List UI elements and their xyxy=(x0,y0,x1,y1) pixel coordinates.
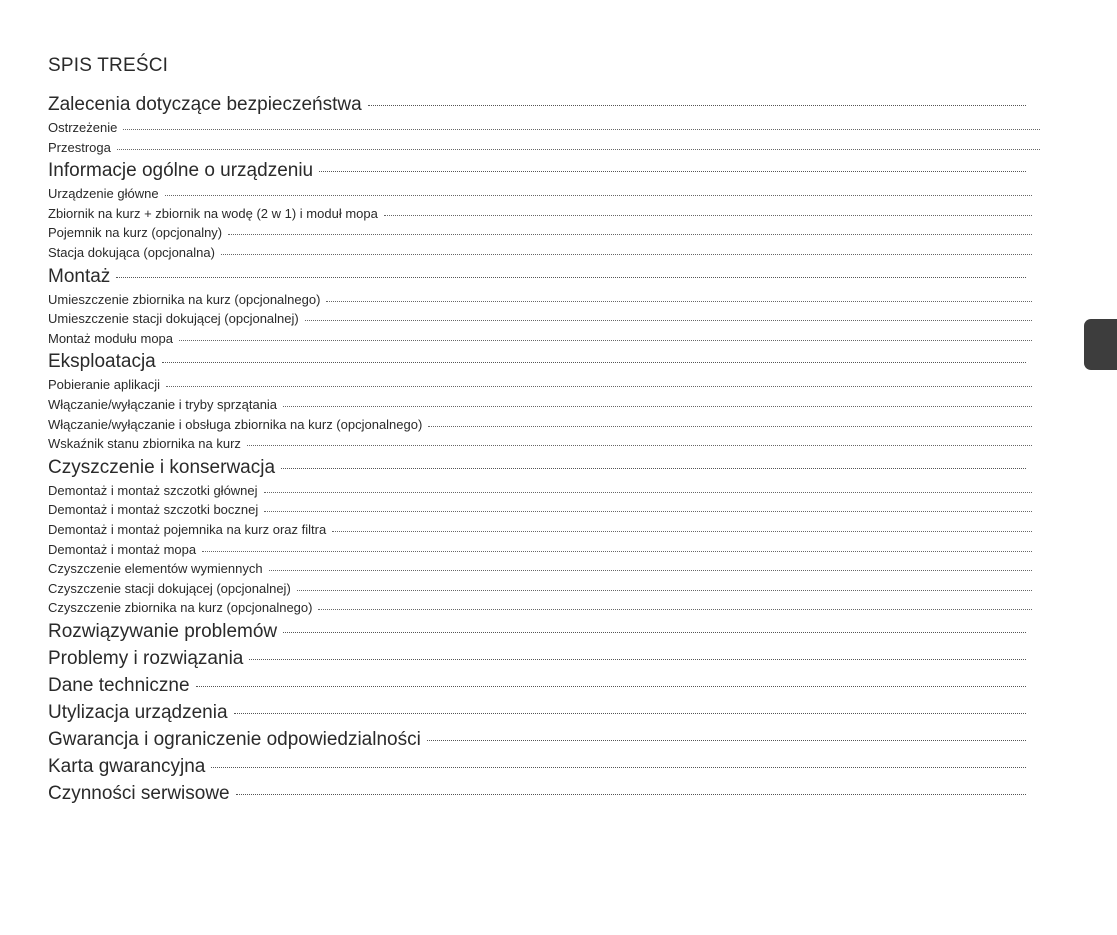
toc-heading: SPIS TREŚCI xyxy=(48,55,169,76)
toc-entry-minor xyxy=(48,309,1032,329)
dot-leader xyxy=(283,632,1026,633)
toc-entry-major xyxy=(48,699,1026,726)
toc-entry-label: Montaż modułu mopa xyxy=(48,330,174,346)
toc-entry-minor xyxy=(48,290,1032,310)
dot-leader xyxy=(305,320,1032,321)
dot-leader xyxy=(116,277,1026,278)
dot-leader xyxy=(319,171,1026,172)
toc-entry-major xyxy=(48,726,1026,753)
toc-entry-label: Demontaż i montaż szczotki bocznej xyxy=(48,502,259,518)
toc-entry-label: Problemy i rozwiązania xyxy=(48,647,244,669)
dot-leader xyxy=(123,129,1040,130)
toc-entry-major xyxy=(48,454,1026,481)
toc-entry-minor xyxy=(48,540,1032,560)
toc-entry-minor xyxy=(48,579,1032,599)
toc-entry-minor xyxy=(48,204,1032,224)
dot-leader xyxy=(228,234,1032,235)
dot-leader xyxy=(166,386,1032,387)
toc-entry-label: Czyszczenie zbiornika na kurz (opcjonalnego) xyxy=(48,600,313,616)
toc-entry-minor xyxy=(48,520,1032,540)
toc-entry-minor xyxy=(48,118,1040,138)
dot-leader xyxy=(264,511,1032,512)
toc-entry-minor xyxy=(48,243,1032,263)
toc-entry-label: Rozwiązywanie problemów xyxy=(48,620,278,642)
toc-entry-label: Demontaż i montaż mopa xyxy=(48,541,197,557)
toc-entry-minor xyxy=(48,138,1040,158)
toc-entry-label: Zalecenia dotyczące bezpieczeństwa xyxy=(48,94,362,115)
dot-leader xyxy=(326,301,1032,302)
toc-entry-label: Włączanie/wyłączanie i tryby sprzątania xyxy=(48,396,278,412)
toc-entry-label: Stacja dokująca (opcjonalna) xyxy=(48,244,215,260)
dot-leader xyxy=(202,551,1032,552)
toc-entry-label: Ostrzeżenie xyxy=(48,120,118,135)
toc-entry-label: Karta gwarancyjna xyxy=(48,755,206,777)
dot-leader xyxy=(162,362,1026,363)
dot-leader xyxy=(196,686,1026,687)
toc-entry-major xyxy=(48,753,1026,780)
dot-leader xyxy=(211,767,1026,768)
toc-entry-major xyxy=(48,157,1026,184)
toc-entry-label: Czyszczenie elementów wymiennych xyxy=(48,561,263,577)
toc-entry-minor xyxy=(48,223,1032,243)
toc-entry-minor xyxy=(48,500,1032,520)
toc-entry-minor xyxy=(48,481,1032,501)
toc-entry-label: Utylizacja urządzenia xyxy=(48,701,228,723)
toc-entry-label: Demontaż i montaż szczotki głównej xyxy=(48,482,258,498)
toc-entry-major xyxy=(48,91,1026,118)
dot-leader xyxy=(427,740,1026,741)
toc-entry-minor xyxy=(48,598,1032,618)
dot-leader xyxy=(247,445,1032,446)
toc-entry-minor xyxy=(48,434,1032,454)
toc-entry-minor xyxy=(48,395,1032,415)
toc-entry-minor xyxy=(48,329,1032,349)
dot-leader xyxy=(297,590,1032,591)
toc-entry-label: Urządzenie główne xyxy=(48,186,159,202)
toc-entry-minor xyxy=(48,184,1032,204)
dot-leader xyxy=(269,570,1032,571)
dot-leader xyxy=(332,531,1032,532)
toc-entry-major xyxy=(48,672,1026,699)
dot-leader xyxy=(234,713,1026,714)
toc-entry-major xyxy=(48,645,1026,672)
toc-entry-label: Umieszczenie stacji dokującej (opcjonalnej) xyxy=(48,311,299,327)
toc-entry-minor xyxy=(48,375,1032,395)
toc-entry-minor xyxy=(48,559,1032,579)
toc-entry-label: Umieszczenie zbiornika na kurz (opcjonalnego) xyxy=(48,291,321,307)
toc-entry-label: Dane techniczne xyxy=(48,674,190,696)
toc-entry-label: Gwarancja i ograniczenie odpowiedzialności xyxy=(48,728,421,750)
toc-entry-label: Demontaż i montaż pojemnika na kurz oraz filtra xyxy=(48,521,327,537)
dot-leader xyxy=(264,492,1032,493)
dot-leader xyxy=(117,149,1040,150)
toc-entry-minor xyxy=(48,415,1032,435)
toc-entry-major xyxy=(48,618,1026,645)
dot-leader xyxy=(281,468,1026,469)
toc-entry-label: Przestroga xyxy=(48,139,111,155)
dot-leader xyxy=(236,794,1026,795)
dot-leader xyxy=(221,254,1032,255)
dot-leader xyxy=(368,105,1026,106)
toc-entry-label: Montaż xyxy=(48,265,111,287)
toc-entry-label: Czyszczenie stacji dokującej (opcjonalnej) xyxy=(48,580,291,596)
toc-entry-label: Czynności serwisowe xyxy=(48,782,230,804)
toc-entry-major xyxy=(48,348,1026,375)
section-side-tab xyxy=(1084,319,1117,370)
table-of-contents xyxy=(48,91,1040,807)
toc-entry-label: Pobieranie aplikacji xyxy=(48,377,161,393)
toc-entry-label: Wskaźnik stanu zbiornika na kurz xyxy=(48,436,241,452)
toc-entry-label: Czyszczenie i konserwacja xyxy=(48,456,276,478)
toc-entry-label: Zbiornik na kurz + zbiornik na wodę (2 w 1) i moduł mopa xyxy=(48,205,378,221)
toc-entry-major xyxy=(48,780,1026,807)
dot-leader xyxy=(318,609,1032,610)
toc-entry-label: Włączanie/wyłączanie i obsługa zbiornika na kurz (opcjonalnego) xyxy=(48,416,423,432)
dot-leader xyxy=(179,340,1032,341)
dot-leader xyxy=(428,426,1032,427)
dot-leader xyxy=(249,659,1026,660)
toc-entry-label: Pojemnik na kurz (opcjonalny) xyxy=(48,225,223,241)
toc-entry-label: Informacje ogólne o urządzeniu xyxy=(48,160,314,182)
dot-leader xyxy=(384,215,1032,216)
toc-entry-label: Eksploatacja xyxy=(48,351,156,373)
dot-leader xyxy=(165,195,1032,196)
toc-entry-major xyxy=(48,263,1026,290)
dot-leader xyxy=(283,406,1032,407)
